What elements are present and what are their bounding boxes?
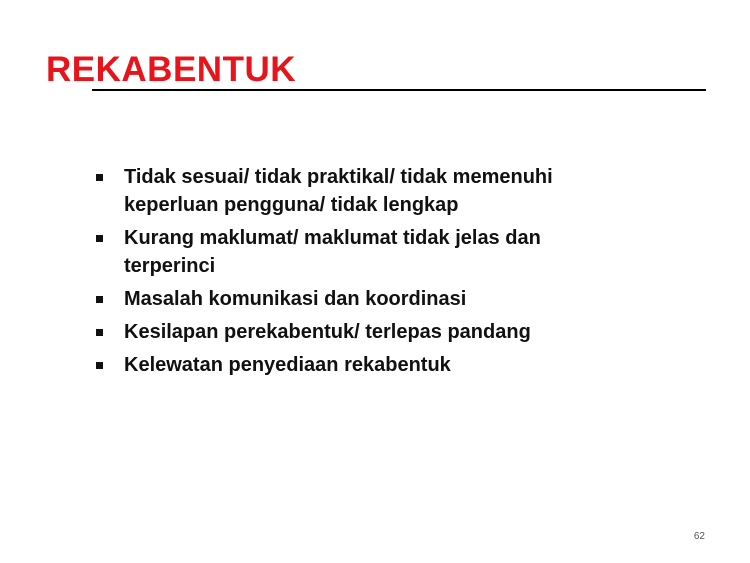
square-bullet-icon (96, 296, 103, 303)
bullet-text-1-line-1: Tidak sesuai/ tidak praktikal/ tidak memenuhi (124, 166, 553, 188)
square-bullet-icon (96, 235, 103, 242)
bullet-list (96, 163, 696, 384)
square-bullet-icon (96, 174, 103, 181)
bullet-text-3: Masalah komunikasi dan koordinasi (124, 288, 467, 310)
bullet-text-5: Kelewatan penyediaan rekabentuk (124, 354, 451, 376)
title-underline (92, 89, 706, 91)
bullet-item-5 (96, 351, 696, 379)
bullet-text-4: Kesilapan perekabentuk/ terlepas pandang (124, 321, 531, 343)
bullet-text-2-line-2: terperinci (124, 255, 216, 277)
square-bullet-icon (96, 362, 103, 369)
bullet-item-3 (96, 285, 696, 313)
bullet-item-1 (96, 163, 696, 219)
square-bullet-icon (96, 329, 103, 336)
bullet-text-2-line-1: Kurang maklumat/ maklumat tidak jelas dan (124, 227, 541, 249)
bullet-text-1-line-2: keperluan pengguna/ tidak lengkap (124, 194, 459, 216)
slide-title: REKABENTUK (46, 50, 296, 89)
bullet-item-4 (96, 318, 696, 346)
bullet-item-2 (96, 224, 696, 280)
page-number: 62 (693, 531, 705, 542)
